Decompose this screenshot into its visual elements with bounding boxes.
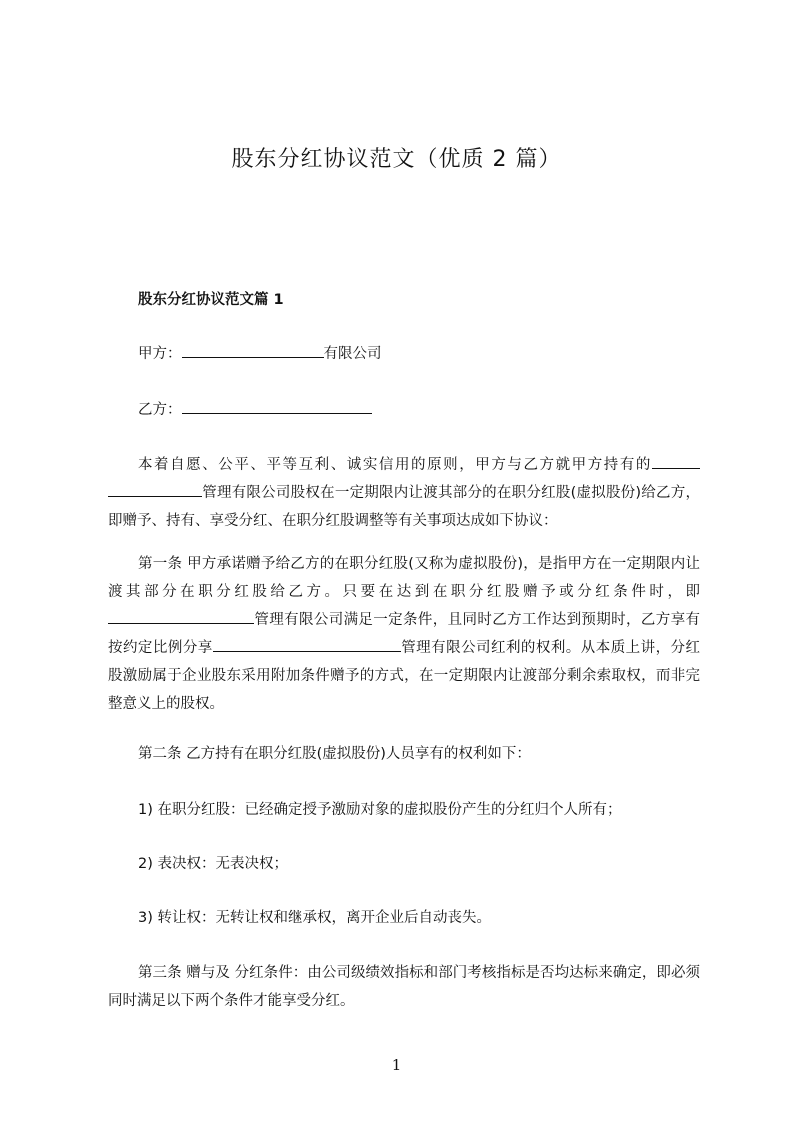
right-item-3: 3) 转让权：无转让权和继承权，离开企业后自动丧失。 [138,910,491,926]
article-1-text-2: 管理有限公司满足一定条件，且同时乙方工作达到预期时，乙方享有按约定比例分享 [108,612,700,656]
party-b-blank [182,397,372,414]
article-1-paragraph [108,550,700,718]
article-1-blank-2 [213,635,401,652]
party-b-line [108,396,730,424]
party-a-label: 甲方： [138,346,182,362]
intro-text-2: 管理有限公司股权在一定期限内让渡其部分的在职分红股(虚拟股份)给乙方，即赠予、持有、享受分红、在职分红股调整等有关事项达成如下协议： [108,485,700,529]
intro-blank-2 [108,480,202,497]
section-heading: 股东分红协议范文篇 1 [138,292,284,308]
article-1-text-1: 第一条 甲方承诺赠予给乙方的在职分红股(又称为虚拟股份)，是指甲方在一定期限内让渡其部分在职分红股给乙方。只要在达到在职分红股赠予或分红条件时，即 [108,556,700,600]
document-title: 股东分红协议范文（优质 2 篇） [231,147,562,172]
article-2-line: 第二条 乙方持有在职分红股(虚拟股份)人员享有的权利如下： [138,746,531,762]
party-a-line [108,340,730,368]
intro-paragraph [108,451,700,535]
party-b-label: 乙方： [138,402,182,418]
article-3-paragraph: 第三条 赠与及 分红条件：由公司级绩效指标和部门考核指标是否均达标来确定，即必须同时满足以下两个条件才能享受分红。 [108,965,700,1009]
page-number: 1 [391,1056,402,1074]
right-item-2: 2) 表决权：无表决权； [138,856,288,872]
right-item-1: 1) 在职分红股：已经确定授予激励对象的虚拟股份产生的分红归个人所有； [138,802,622,818]
party-a-blank [182,341,324,358]
intro-text-1: 本着自愿、公平、平等互利、诚实信用的原则，甲方与乙方就甲方持有的 [138,457,652,473]
article-1-blank-1 [108,607,254,624]
party-a-suffix: 有限公司 [323,346,382,362]
article-1-text-3: 管理有限公司红利的权利。从本质上讲，分红股激励属于企业股东采用附加条件赠予的方式，在一定期限内让渡部分剩余索取权，而非完整意义上的股权。 [108,640,701,712]
intro-blank-1 [652,452,700,469]
